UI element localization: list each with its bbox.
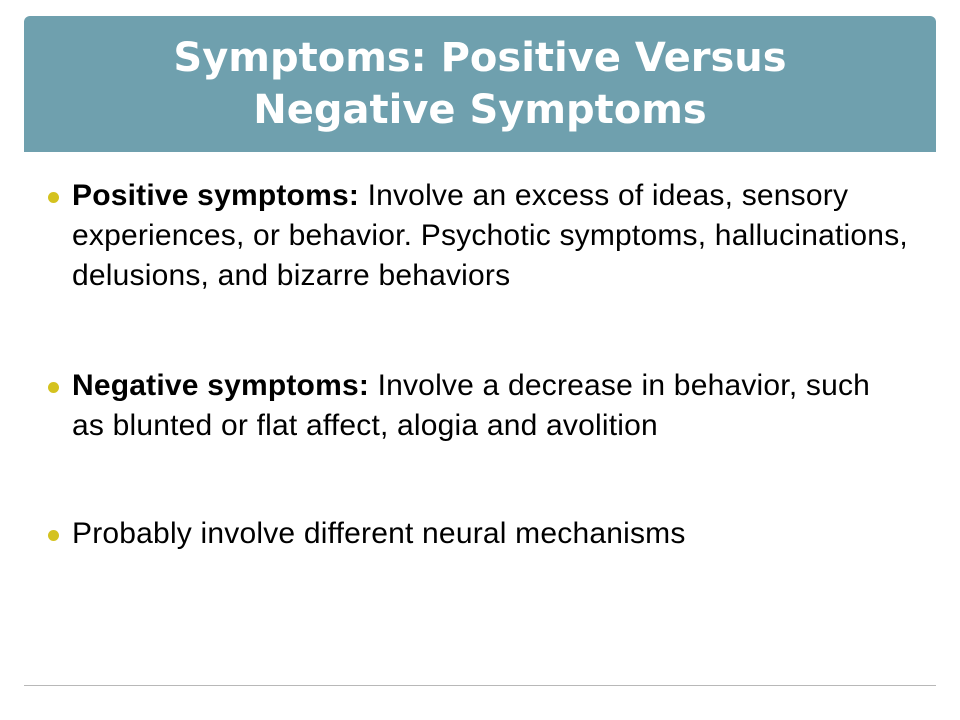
slide-title: Symptoms: Positive Versus Negative Symptoms: [173, 35, 787, 133]
bullet-positive-symptoms: [48, 176, 908, 296]
bullet-lead: Positive symptoms:: [72, 179, 360, 212]
bullet-text: Involve an excess of ideas, sensory experiences, or behavior. Psychotic symptoms, hallucinations, delusions, and bizarre behaviors: [72, 179, 908, 292]
bullet-marker-icon: [48, 530, 59, 541]
title-bar: [24, 16, 936, 152]
bullet-text: Involve a decrease in behavior, such as blunted or flat affect, alogia and avolition: [72, 369, 871, 442]
bullet-neural-mechanisms: [48, 514, 908, 554]
bullet-negative-symptoms: [48, 366, 908, 446]
bullet-list: [48, 176, 908, 554]
footer-divider: [24, 685, 936, 686]
bullet-lead: Negative symptoms:: [72, 369, 370, 402]
bullet-marker-icon: [48, 382, 59, 393]
bullet-text: Probably involve different neural mechanisms: [72, 517, 686, 550]
bullet-marker-icon: [48, 192, 59, 203]
